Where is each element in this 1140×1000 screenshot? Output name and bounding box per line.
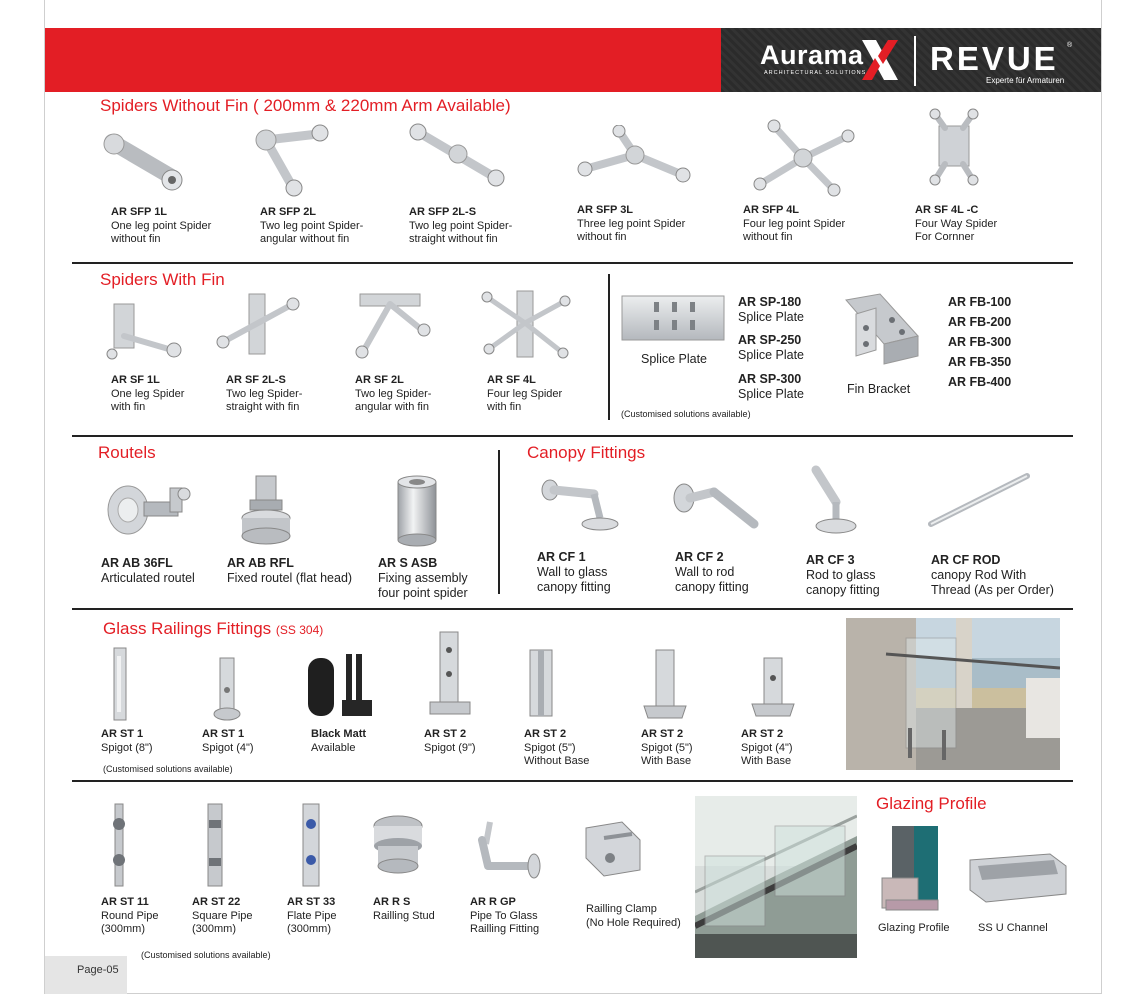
routel-ar-s-asb-image [392, 470, 442, 550]
splice-plate-image [620, 294, 726, 342]
ss-u-channel-caption: SS U Channel [978, 922, 1048, 934]
spider-sf-2l-image [350, 290, 440, 362]
canopy-cf-3-image [806, 464, 866, 540]
glass-railings-spec: (SS 304) [275, 623, 324, 637]
product-ar-cf-2: AR CF 2 Wall to rod canopy fitting [675, 550, 749, 594]
product-ar-sfp-2l-s: AR SFP 2L-S Two leg point Spider- straight without fin [409, 206, 513, 245]
pipes-note: (Customised solutions available) [141, 950, 271, 960]
product-ar-ab-rfl: AR AB RFL Fixed routel (flat head) [227, 556, 353, 585]
product-ar-ab-36fl: AR AB 36FL Articulated routel [101, 556, 195, 585]
product-ar-cf-3: AR CF 3 Rod to glass canopy fitting [806, 553, 880, 597]
spiders-with-fin-note: (Customised solutions available) [621, 409, 751, 419]
product-ar-sfp-2l: AR SFP 2L Two leg point Spider- angular without fin [260, 206, 364, 245]
spider-2l-image [252, 120, 342, 200]
glass-railings-note: (Customised solutions available) [103, 764, 233, 774]
fin-bracket-image [840, 290, 920, 370]
spigot-4-image [212, 656, 242, 722]
auramax-tagline: ARCHITECTURAL SOLUTIONS [764, 70, 867, 76]
product-ar-st-33: AR ST 33 Flate Pipe (300mm) [287, 896, 337, 935]
fin-ar-fb-400: AR FB-400 [948, 375, 1012, 389]
product-ar-sf-2l-s: AR SF 2L-S Two leg Spider- straight with fin [226, 374, 303, 413]
divider-2 [72, 435, 1073, 437]
product-ar-sf-4l-c: AR SF 4L -C Four Way Spider For Cornner [915, 204, 998, 243]
product-ar-st-11: AR ST 11 Round Pipe (300mm) [101, 896, 159, 935]
divider-3 [72, 608, 1073, 610]
product-ar-st-2-4-base: AR ST 2 Spigot (4") With Base [741, 728, 793, 767]
round-pipe-image [104, 802, 134, 888]
divider-vertical-1 [608, 274, 610, 420]
product-ar-st-1-4: AR ST 1 Spigot (4") [202, 728, 254, 754]
spider-4l-c-image [925, 108, 985, 188]
header-red-band [45, 28, 721, 92]
section-title-spiders-without-fin: Spiders Without Fin ( 200mm & 220mm Arm Available) [100, 96, 511, 115]
product-ar-sf-1l: AR SF 1L One leg Spider with fin [111, 374, 185, 413]
auramax-x-logo [858, 34, 904, 86]
railling-stud-image [370, 812, 426, 878]
flate-pipe-image [296, 802, 326, 888]
spider-3l-image [575, 125, 695, 195]
splice-plate-caption: Splice Plate [641, 352, 708, 366]
fin-ar-fb-350: AR FB-350 [948, 355, 1012, 369]
canopy-cf-1-image [540, 470, 620, 540]
fin-ar-fb-200: AR FB-200 [948, 315, 1012, 329]
canopy-cf-2-image [672, 470, 762, 534]
fin-bracket-caption: Fin Bracket [847, 382, 911, 396]
spigot-5-base-image [642, 648, 688, 722]
glazing-profile-image [878, 824, 948, 916]
fin-ar-fb-100: AR FB-100 [948, 295, 1012, 309]
revue-tagline: Experte für Armaturen [986, 76, 1065, 85]
auramax-logo-text: Aurama [760, 40, 864, 70]
logo-divider [914, 36, 916, 86]
product-ar-sfp-1l: AR SFP 1L One leg point Spider without fin [111, 206, 212, 245]
divider-vertical-2 [498, 450, 500, 594]
splice-ar-sp-300: AR SP-300 Splice Plate [738, 372, 805, 401]
product-ar-sf-2l: AR SF 2L Two leg Spider- angular with fin [355, 374, 432, 413]
staircase-glass-railing-photo [695, 796, 857, 958]
product-ar-sfp-3l: AR SFP 3L Three leg point Spider without fin [577, 204, 686, 243]
spigot-black-matt-image [302, 650, 376, 722]
section-title-canopy: Canopy Fittings [527, 443, 646, 462]
product-ar-cf-1: AR CF 1 Wall to glass canopy fitting [537, 550, 611, 594]
product-ar-s-asb: AR S ASB Fixing assembly four point spider [378, 556, 468, 600]
square-pipe-image [200, 802, 230, 888]
divider-4 [72, 780, 1073, 782]
section-title-spiders-with-fin: Spiders With Fin [100, 270, 225, 289]
product-ar-st-2-5-nobase: AR ST 2 Spigot (5") Without Base [524, 728, 590, 767]
spigot-8-image [110, 646, 130, 722]
spider-4l-image [748, 118, 858, 198]
routel-ar-ab-rfl-image [236, 472, 296, 548]
ss-u-channel-image [968, 852, 1068, 906]
divider-1 [72, 262, 1073, 264]
section-title-glazing-profile: Glazing Profile [876, 794, 987, 813]
canopy-cf-rod-image [925, 470, 1035, 530]
page-number: Page-05 [45, 956, 127, 994]
product-ar-r-s: AR R S Railling Stud [373, 896, 435, 922]
product-ar-st-1-8: AR ST 1 Spigot (8") [101, 728, 153, 754]
registered-mark: ® [1067, 42, 1073, 49]
glass-railing-photo [846, 618, 1060, 770]
glazing-profile-caption: Glazing Profile [878, 922, 950, 934]
product-ar-sfp-4l: AR SFP 4L Four leg point Spider without fin [743, 204, 846, 243]
product-ar-st-2-5-base: AR ST 2 Spigot (5") With Base [641, 728, 693, 767]
spider-1l-image [100, 130, 190, 200]
product-ar-sf-4l: AR SF 4L Four leg Spider with fin [487, 374, 563, 413]
section-title-routels: Routels [98, 443, 156, 462]
spigot-4-base-image [750, 656, 796, 722]
spider-sf-1l-image [100, 298, 190, 368]
routel-ar-ab-36fl-image [100, 476, 196, 542]
pipe-to-glass-image [472, 818, 548, 888]
spider-sf-4l-image [475, 285, 575, 365]
product-ar-st-22: AR ST 22 Square Pipe (300mm) [192, 896, 253, 935]
product-ar-r-gp: AR R GP Pipe To Glass Railling Fitting [470, 896, 540, 935]
railling-clamp-image [578, 818, 648, 880]
product-railling-clamp: Railling Clamp (No Hole Required) [586, 903, 681, 929]
spider-sf-2l-s-image [213, 290, 303, 360]
revue-logo-text: REVUE [930, 40, 1059, 77]
product-ar-cf-rod: AR CF ROD canopy Rod With Thread (As per Order) [931, 553, 1054, 597]
splice-ar-sp-250: AR SP-250 Splice Plate [738, 333, 805, 362]
section-title-glass-railings: Glass Railings Fittings (SS 304) [103, 619, 324, 638]
spider-2l-s-image [408, 122, 508, 192]
spigot-5-no-base-image [526, 648, 556, 718]
product-black-matt: Black Matt Available [311, 728, 367, 754]
splice-ar-sp-180: AR SP-180 Splice Plate [738, 295, 805, 324]
spigot-9-image [428, 630, 472, 720]
product-ar-st-2-9: AR ST 2 Spigot (9") [424, 728, 476, 754]
fin-ar-fb-300: AR FB-300 [948, 335, 1012, 349]
